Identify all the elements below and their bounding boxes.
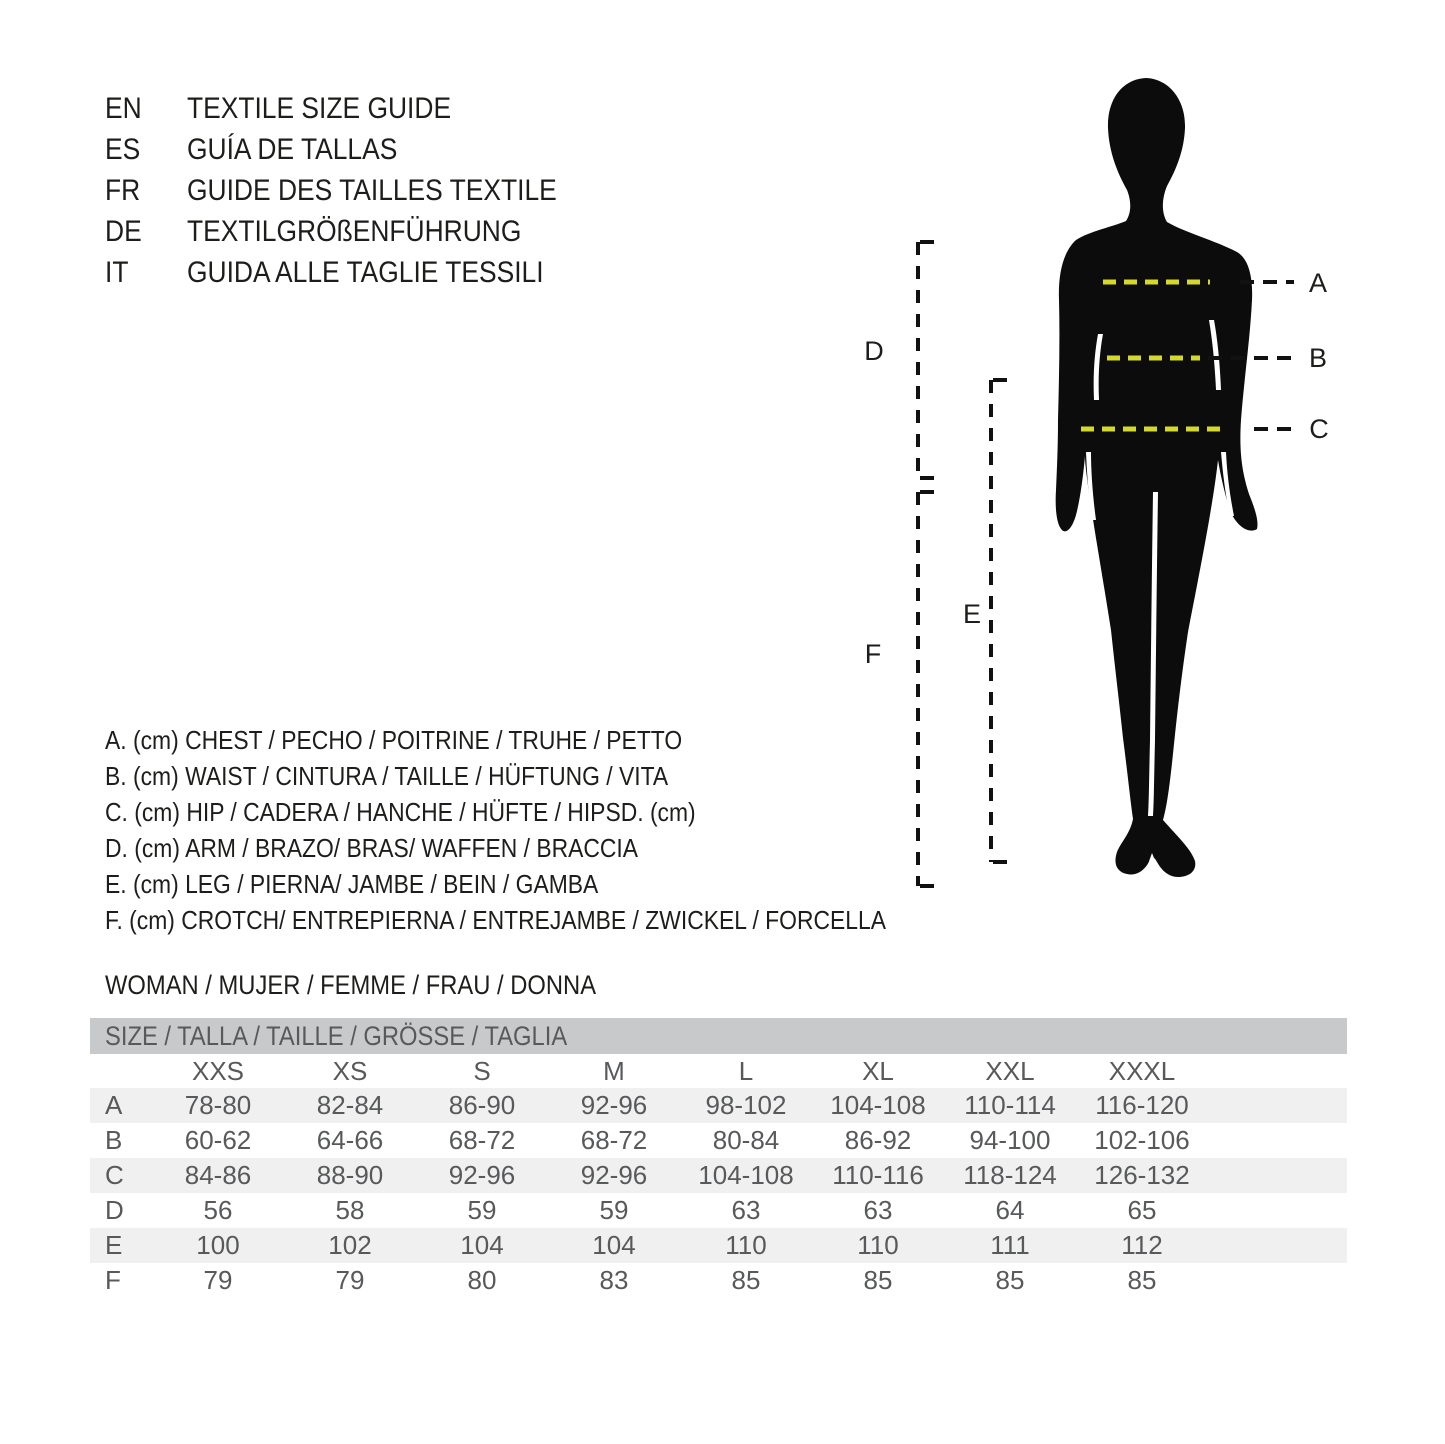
value-cell: 83	[599, 1265, 629, 1295]
value-cell: 111	[990, 1230, 1030, 1260]
figure-label-leg: E	[962, 599, 981, 629]
language-title: TEXTILE SIZE GUIDE	[187, 91, 452, 125]
value-cell: 88-90	[316, 1160, 384, 1190]
value-cell: 63	[731, 1195, 761, 1225]
size-col-xxs: XXS	[191, 1055, 245, 1086]
language-title: GUÍA DE TALLAS	[187, 132, 398, 166]
value-cell: 110	[857, 1230, 899, 1260]
language-title: TEXTILGRÖßENFÜHRUNG	[187, 214, 522, 248]
value-cell: 94-100	[969, 1125, 1051, 1155]
value-cell: 63	[863, 1195, 893, 1225]
table-row-hip	[90, 1158, 1347, 1193]
value-cell: 102	[328, 1230, 372, 1260]
value-cell: 98-102	[705, 1090, 787, 1120]
value-cell: 64	[995, 1195, 1025, 1225]
value-cell: 65	[1127, 1195, 1157, 1225]
row-label: E	[105, 1230, 123, 1260]
language-code: ES	[105, 132, 141, 166]
table-row-crotch	[90, 1263, 1347, 1298]
table-row-chest	[90, 1088, 1347, 1123]
value-cell: 68-72	[448, 1125, 516, 1155]
table-row-waist	[90, 1123, 1347, 1158]
legend-line-crotch: F. (cm) CROTCH/ ENTREPIERNA / ENTREJAMBE / ZWICKEL / FORCELLA	[105, 904, 886, 935]
size-table-header: SIZE / TALLA / TAILLE / GRÖSSE / TAGLIA	[105, 1020, 568, 1051]
legend-line-hip: C. (cm) HIP / CADERA / HANCHE / HÜFTE / HIPSD. (cm)	[105, 796, 696, 827]
size-col-xs: XS	[332, 1055, 368, 1086]
value-cell: 79	[335, 1265, 365, 1295]
figure-label-crotch: F	[864, 639, 882, 669]
language-title: GUIDA ALLE TAGLIE TESSILI	[187, 255, 544, 289]
value-cell: 58	[335, 1195, 365, 1225]
value-cell: 118-124	[963, 1160, 1057, 1190]
size-col-l: L	[738, 1055, 754, 1086]
value-cell: 56	[203, 1195, 233, 1225]
value-cell: 84-86	[184, 1160, 252, 1190]
measurement-legend	[105, 722, 992, 938]
table-row-leg	[90, 1228, 1347, 1263]
value-cell: 85	[995, 1265, 1025, 1295]
value-cell: 60-62	[184, 1125, 252, 1155]
legend-line-waist: B. (cm) WAIST / CINTURA / TAILLE / HÜFTUNG / VITA	[105, 760, 669, 791]
value-cell: 92-96	[580, 1160, 648, 1190]
legend-line-arm: D. (cm) ARM / BRAZO/ BRAS/ WAFFEN / BRACCIA	[105, 832, 639, 863]
row-label: A	[105, 1090, 123, 1120]
value-cell: 92-96	[448, 1160, 516, 1190]
size-table	[90, 1018, 1347, 1298]
figure-label-arm: D	[864, 336, 884, 366]
size-col-xl: XL	[862, 1055, 894, 1086]
legend-line-chest: A. (cm) CHEST / PECHO / POITRINE / TRUHE / PETTO	[105, 724, 683, 755]
value-cell: 110	[725, 1230, 767, 1260]
value-cell: 102-106	[1094, 1125, 1190, 1155]
language-code: EN	[105, 91, 142, 125]
value-cell: 126-132	[1094, 1160, 1190, 1190]
row-label: F	[105, 1265, 121, 1295]
value-cell: 104	[460, 1230, 504, 1260]
value-cell: 78-80	[184, 1090, 252, 1120]
value-cell: 104-108	[698, 1160, 794, 1190]
figure-label-chest: A	[1308, 268, 1327, 298]
row-label: B	[105, 1125, 123, 1155]
value-cell: 59	[599, 1195, 629, 1225]
language-code: FR	[105, 173, 141, 207]
size-col-xxxl: XXXL	[1108, 1055, 1176, 1086]
value-cell: 59	[467, 1195, 497, 1225]
size-col-m: M	[603, 1055, 625, 1086]
value-cell: 85	[1127, 1265, 1157, 1295]
value-cell: 92-96	[580, 1090, 648, 1120]
language-title: GUIDE DES TAILLES TEXTILE	[187, 173, 557, 207]
size-col-xxl: XXL	[985, 1055, 1035, 1086]
value-cell: 104-108	[830, 1090, 926, 1120]
value-cell: 68-72	[580, 1125, 648, 1155]
figure-label-waist: B	[1308, 343, 1327, 373]
value-cell: 100	[196, 1230, 240, 1260]
value-cell: 85	[863, 1265, 893, 1295]
row-label: D	[105, 1195, 124, 1225]
value-cell: 79	[203, 1265, 233, 1295]
value-cell: 116-120	[1095, 1090, 1189, 1120]
table-row-arm	[90, 1193, 1347, 1228]
size-header-row	[90, 1054, 1347, 1088]
language-code: DE	[105, 214, 142, 248]
value-cell: 85	[731, 1265, 761, 1295]
gender-title: WOMAN / MUJER / FEMME / FRAU / DONNA	[105, 970, 597, 1000]
value-cell: 112	[1121, 1230, 1163, 1260]
language-code: IT	[105, 255, 129, 289]
value-cell: 86-92	[844, 1125, 912, 1155]
value-cell: 80-84	[712, 1125, 780, 1155]
value-cell: 110-114	[964, 1090, 1056, 1120]
figure-label-hip: C	[1309, 414, 1329, 444]
legend-line-leg: E. (cm) LEG / PIERNA/ JAMBE / BEIN / GAMBA	[105, 868, 599, 899]
row-label: C	[105, 1160, 124, 1190]
value-cell: 64-66	[316, 1125, 384, 1155]
size-col-s: S	[473, 1055, 491, 1086]
value-cell: 82-84	[316, 1090, 384, 1120]
value-cell: 86-90	[448, 1090, 516, 1120]
value-cell: 80	[467, 1265, 497, 1295]
value-cell: 110-116	[832, 1160, 924, 1190]
value-cell: 104	[592, 1230, 636, 1260]
